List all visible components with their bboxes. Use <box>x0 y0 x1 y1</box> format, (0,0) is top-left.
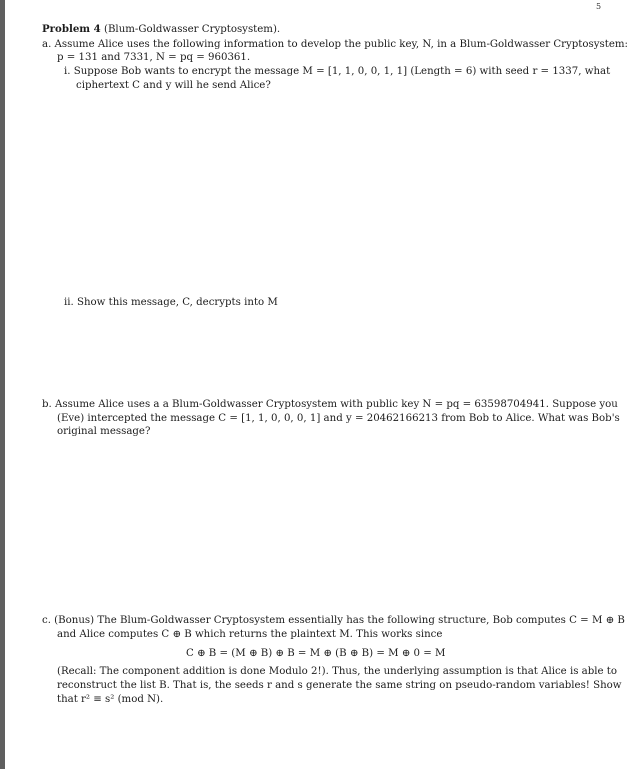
part-c-line-3: (Recall: The component addition is done Modulo 2!). Thus, the underlying assumption is that Alice is able to <box>57 666 618 677</box>
part-c-line-5: that r² ≡ s² (mod N). <box>57 694 164 705</box>
problem-subtitle: (Blum-Goldwasser Cryptosystem). <box>103 24 281 35</box>
part-c-line-4: reconstruct the list B. That is, the seeds r and s generate the same string on pseudo-random variables! Show <box>57 680 622 691</box>
part-a-i-line-1: i. Suppose Bob wants to encrypt the message M = [1, 1, 0, 0, 1, 1] (Length = 6) with seed r = 1337, what <box>64 66 611 77</box>
problem-heading-line <box>42 23 280 36</box>
part-c-line-2: and Alice computes C ⊕ B which returns the plaintext M. This works since <box>57 629 443 640</box>
part-a-line-2: p = 131 and 7331, N = pq = 960361. <box>57 52 251 63</box>
part-b-line-2: (Eve) intercepted the message C = [1, 1, 0, 0, 0, 1] and y = 20462166213 from Bob to Alice. What was Bob's <box>57 413 620 424</box>
part-c-equation: C ⊕ B = (M ⊕ B) ⊕ B = M ⊕ (B ⊕ B) = M ⊕ 0 = M <box>186 648 446 659</box>
part-c-line-1: c. (Bonus) The Blum-Goldwasser Cryptosystem essentially has the following structure, Bob computes C = M ⊕ B <box>42 615 625 626</box>
part-a-line-1: a. Assume Alice uses the following information to develop the public key, N, in a Blum-Goldwasser Cryptosystem: <box>42 39 628 50</box>
problem-heading: Problem 4 <box>42 23 101 35</box>
part-a-ii-line-1: ii. Show this message, C, decrypts into M <box>64 297 278 308</box>
page-number: 5 <box>596 2 602 11</box>
part-b-line-1: b. Assume Alice uses a a Blum-Goldwasser Cryptosystem with public key N = pq = 63598704941. Suppose you <box>42 399 618 410</box>
part-a-i-line-2: ciphertext C and y will he send Alice? <box>76 80 271 91</box>
part-b-line-3: original message? <box>57 426 151 437</box>
